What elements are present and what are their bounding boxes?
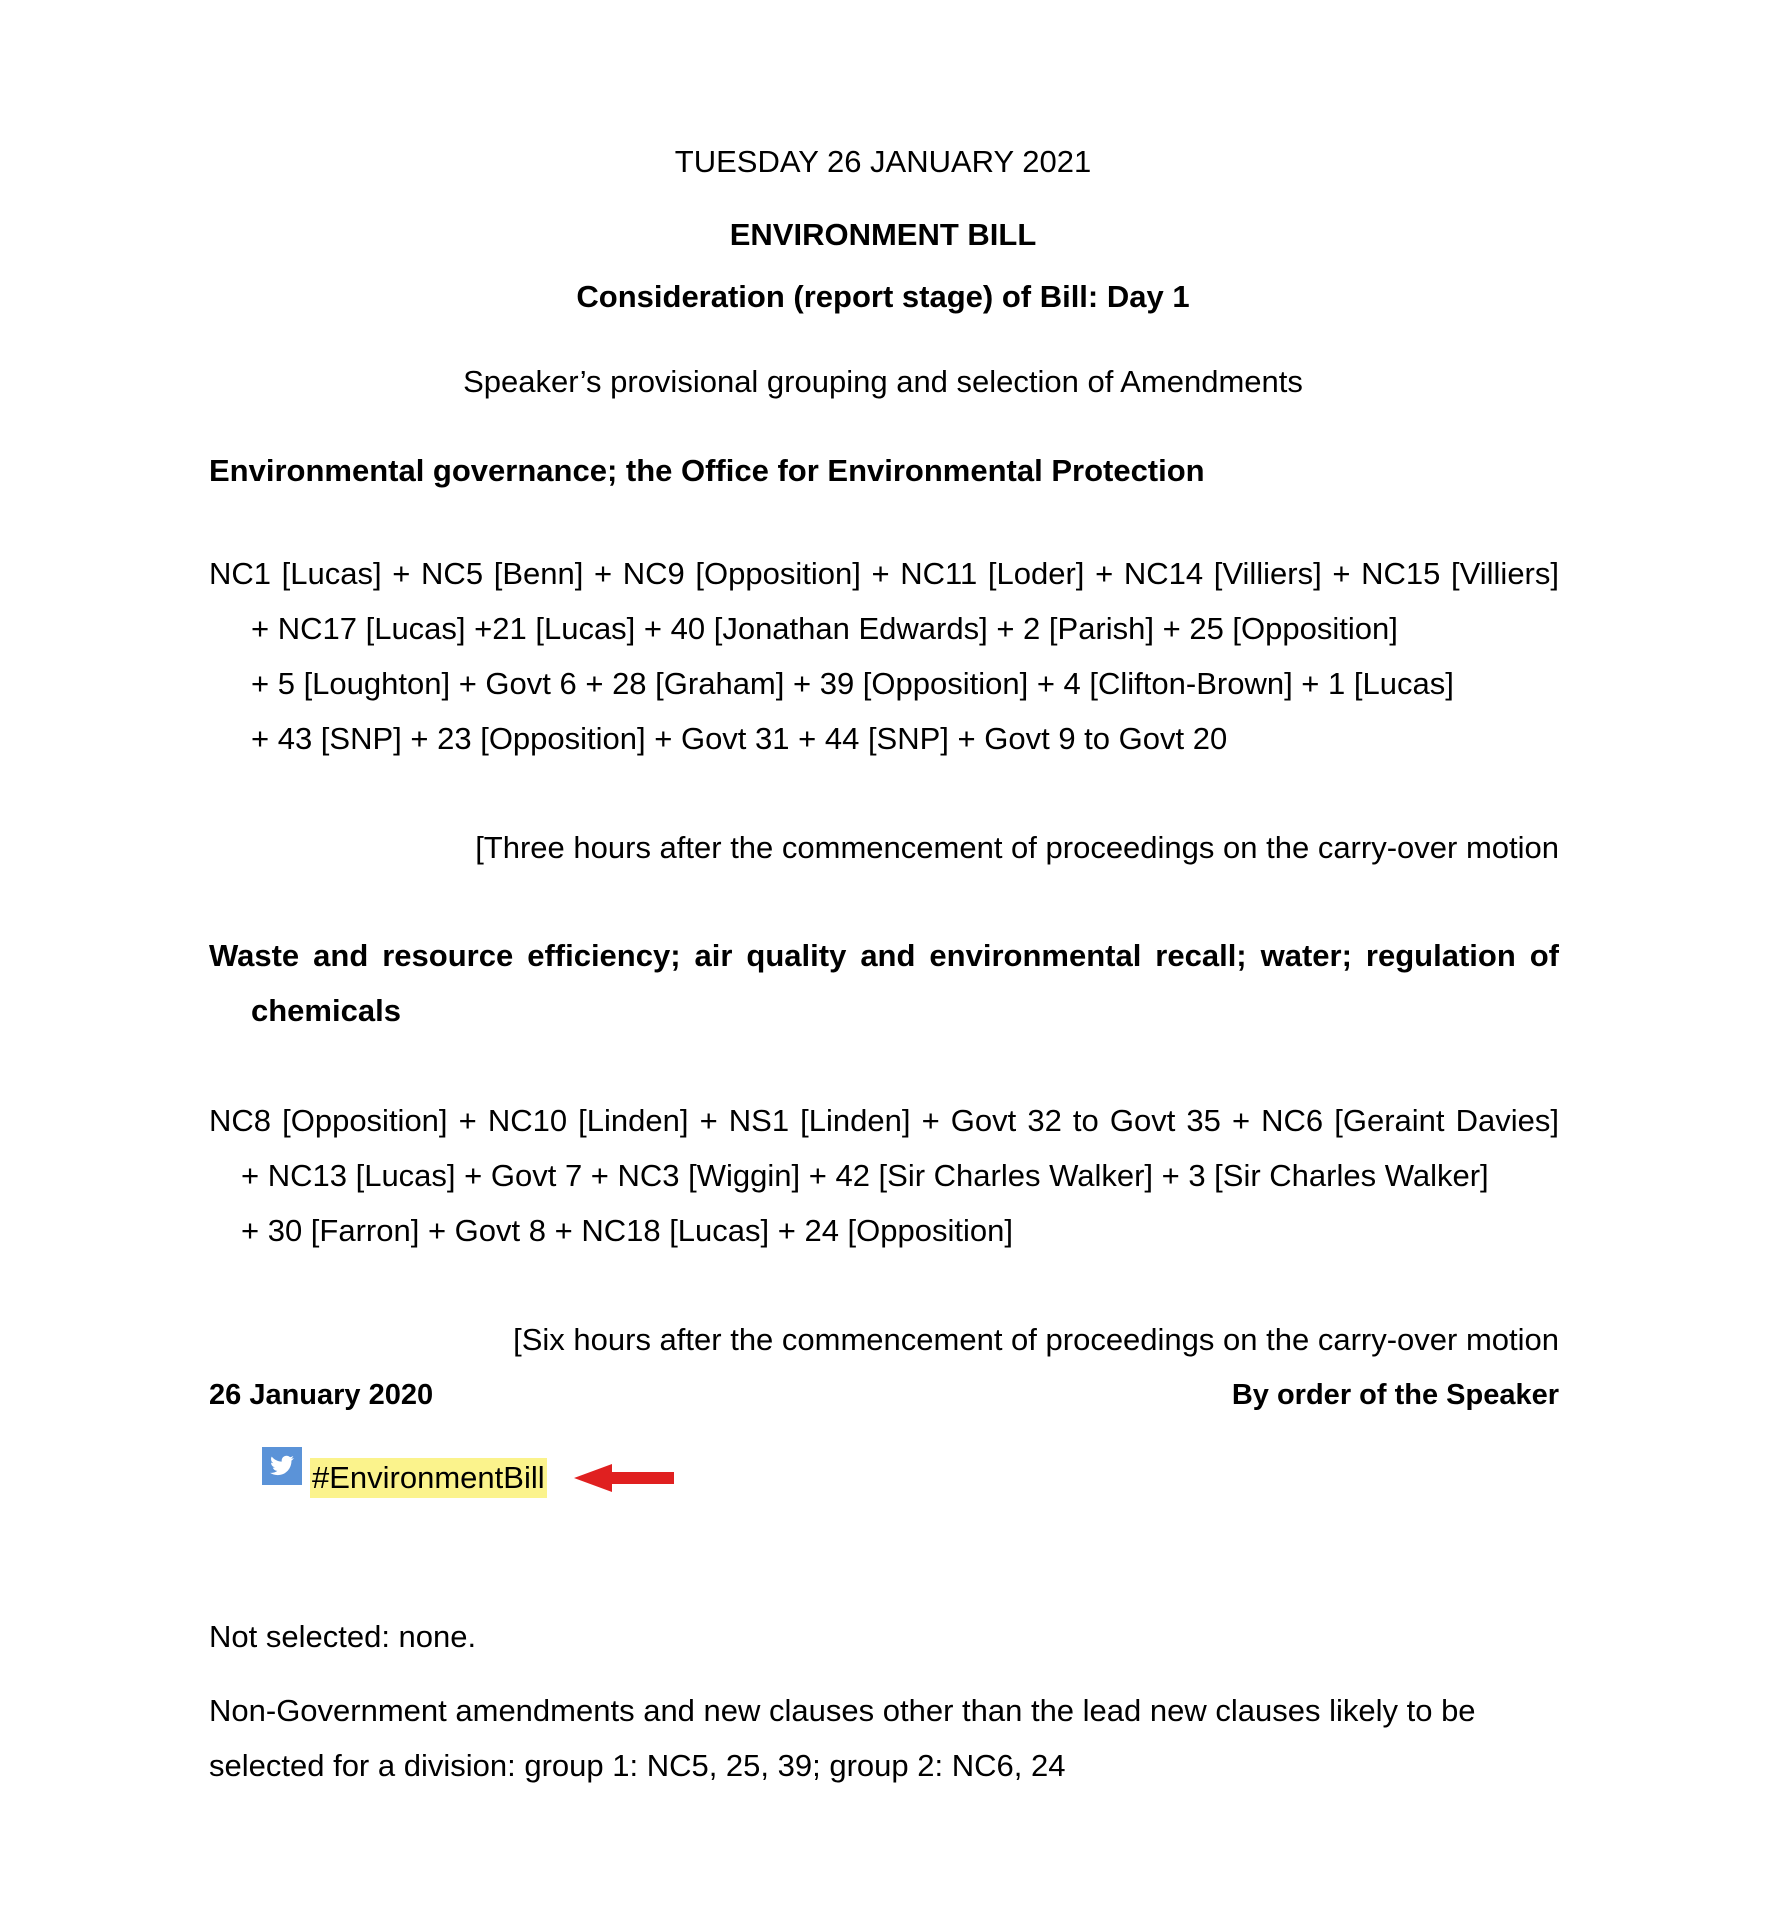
document-date: TUESDAY 26 JANUARY 2021	[674, 144, 1092, 179]
group1-heading: Environmental governance; the Office for Environmental Protection	[209, 453, 1205, 488]
division-note-continued: selected for a division: group 1: NC5, 25, 39; group 2: NC6, 24	[209, 1748, 1066, 1783]
twitter-icon[interactable]	[262, 1447, 302, 1485]
group1-line: + 5 [Loughton] + Govt 6 + 28 [Graham] + 39 [Opposition] + 4 [Clifton-Brown] + 1 [Lucas]	[251, 666, 1454, 701]
group1-timing: [Three hours after the commencement of proceedings on the carry-over motion	[475, 830, 1559, 865]
red-arrow-icon	[570, 1458, 680, 1498]
twitter-bird-icon	[268, 1453, 296, 1479]
group1-line: NC1 [Lucas] + NC5 [Benn] + NC9 [Opposition] + NC11 [Loder] + NC14 [Villiers] + NC15 [Villiers]	[209, 556, 1559, 591]
group1-line: + 43 [SNP] + 23 [Opposition] + Govt 31 + 44 [SNP] + Govt 9 to Govt 20	[251, 721, 1228, 756]
hashtag-link[interactable]: #EnvironmentBill	[310, 1458, 547, 1498]
stage-title: Consideration (report stage) of Bill: Day 1	[576, 279, 1190, 314]
group2-line: + 30 [Farron] + Govt 8 + NC18 [Lucas] + 24 [Opposition]	[241, 1213, 1013, 1248]
not-selected-note: Not selected: none.	[209, 1619, 477, 1654]
group1-line: + NC17 [Lucas] +21 [Lucas] + 40 [Jonathan Edwards] + 2 [Parish] + 25 [Opposition]	[251, 611, 1398, 646]
group2-line: NC8 [Opposition] + NC10 [Linden] + NS1 [Linden] + Govt 32 to Govt 35 + NC6 [Geraint Davies]	[209, 1103, 1559, 1138]
group2-timing: [Six hours after the commencement of proceedings on the carry-over motion	[513, 1322, 1559, 1357]
group2-heading-continued: chemicals	[251, 993, 401, 1028]
division-note: Non-Government amendments and new clauses other than the lead new clauses likely to be	[209, 1693, 1476, 1728]
group2-heading: Waste and resource efficiency; air quality and environmental recall; water; regulation of	[209, 938, 1559, 973]
footer-order: By order of the Speaker	[1231, 1379, 1559, 1411]
bill-title: ENVIRONMENT BILL	[729, 217, 1037, 252]
footer-date: 26 January 2020	[209, 1379, 434, 1411]
grouping-subtitle: Speaker’s provisional grouping and selection of Amendments	[463, 364, 1303, 399]
group2-line: + NC13 [Lucas] + Govt 7 + NC3 [Wiggin] + 42 [Sir Charles Walker] + 3 [Sir Charles Walker]	[241, 1158, 1489, 1193]
